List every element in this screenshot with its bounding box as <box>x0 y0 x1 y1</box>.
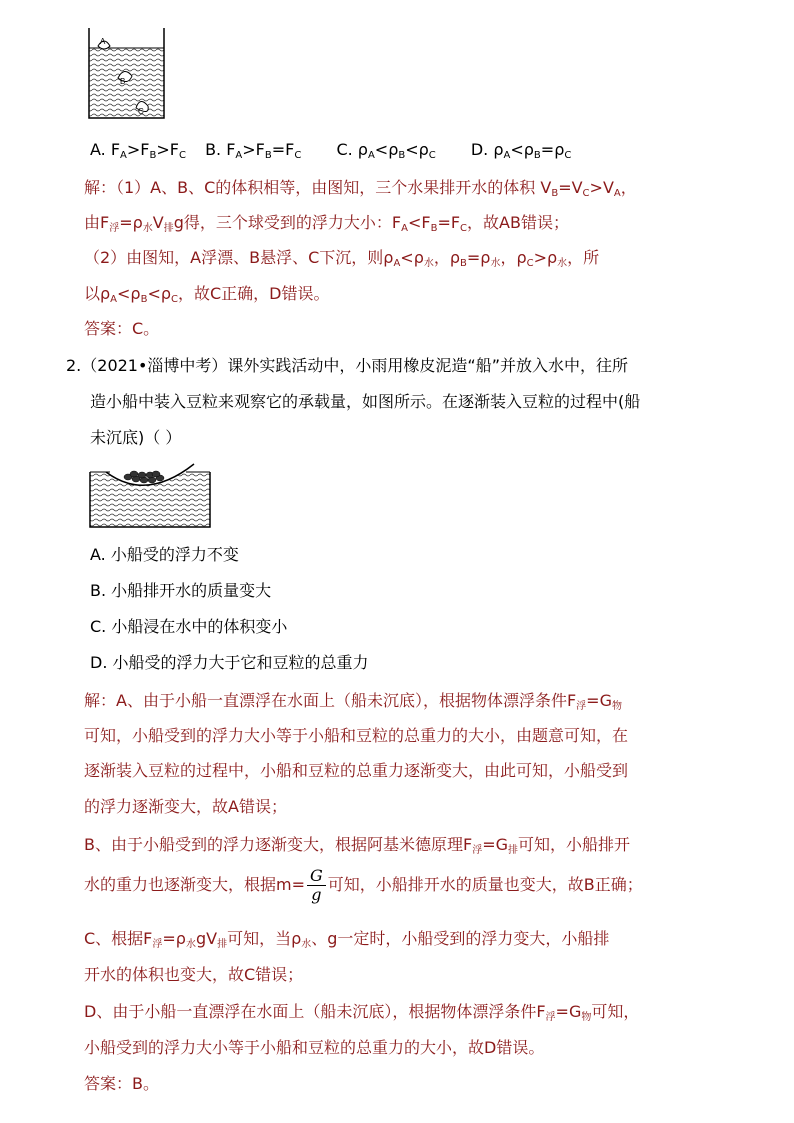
q2-solution-a-line2: 可知，小船受到的浮力大小等于小船和豆粒的总重力的大小，由题意可知，在 <box>84 726 629 745</box>
q2-option-c: C. 小船浸在水中的体积变小 <box>90 617 288 636</box>
q1-solution-line3: （2）由图知，A浮漂、B悬浮、C下沉，则$\rho_A<\rho_水$，$\rho_B=\rho_水$，$\rho_C>\rho_水$，所 <box>84 248 600 269</box>
q2-solution-b-line1: B、由于小船受到的浮力逐渐变大，根据阿基米德原理$F_浮=G_排$可知，小船排开 <box>84 835 631 856</box>
q2-option-a: A. 小船受的浮力不变 <box>90 545 239 564</box>
label-c: C <box>138 107 144 116</box>
q2-solution-d-line1: D、由于小船一直漂浮在水面上（船未沉底），根据物体漂浮条件$F_浮=G_物$可知， <box>84 1002 640 1023</box>
q1-options: A. $F_A>F_B>F_C$ B. $F_A>F_B=F_C$ C. $\rho_A<\rho_B<\rho_C$ D. $\rho_A<\rho_B=\rho_C$ <box>90 140 572 161</box>
figure-fruits-in-water <box>84 22 174 122</box>
q2-option-b: B. 小船排开水的质量变大 <box>90 581 272 600</box>
q2-solution-b-line2: 水的重力也逐渐变大，根据m= $\frac{G}{g}$ 可知，小船排开水的质量也变大，故B正确； <box>84 866 643 904</box>
q1-solution-line4: 以$\rho_A<\rho_B<\rho_C$，故C正确，D错误。 <box>84 284 330 305</box>
q2-solution-a-line1: 解：A、由于小船一直漂浮在水面上（船未沉底），根据物体漂浮条件$F_浮=G_物$ <box>84 691 622 712</box>
q1-answer: 答案：C。 <box>84 319 160 338</box>
q2-stem-line1: 2.（2021•淄博中考）课外实践活动中，小雨用橡皮泥造“船”并放入水中，往所 <box>66 356 629 375</box>
q2-stem-line3: 未沉底)（ ） <box>90 428 182 447</box>
q2-solution-a-line4: 的浮力逐渐变大，故A错误； <box>84 797 287 816</box>
q2-stem-line2: 造小船中装入豆粒来观察它的承载量，如图所示。在逐渐装入豆粒的过程中(船 <box>90 392 641 411</box>
q2-solution-d-line2: 小船受到的浮力大小等于小船和豆粒的总重力的大小，故D错误。 <box>84 1038 545 1057</box>
q1-solution-line2: 由$F_浮=\rho_水V_排g$得，三个球受到的浮力大小：$F_A<F_B=F_C$，故AB错误； <box>84 213 569 234</box>
fraction-g-over-g: $\frac{G}{g}$ <box>307 867 326 904</box>
q2-solution-a-line3: 逐渐装入豆粒的过程中，小船和豆粒的总重力逐渐变大，由此可知，小船受到 <box>84 761 629 780</box>
q1-solution-line1: 解：（1）A、B、C的体积相等，由图知，三个水果排开水的体积 $V_B=V_C>V_A$， <box>84 178 637 199</box>
label-b: B <box>120 77 126 86</box>
q2-solution-c-line2: 开水的体积也变大，故C错误； <box>84 965 304 984</box>
q2-option-d: D. 小船受的浮力大于它和豆粒的总重力 <box>90 653 369 672</box>
figure-boat-with-beans <box>86 462 216 532</box>
label-a: A <box>100 37 106 46</box>
q2-answer: 答案：B。 <box>84 1074 159 1093</box>
q2-solution-c-line1: C、根据$F_浮=\rho_水gV_排$可知，当$\rho_水$、g一定时，小船受到的浮力变大，小船排 <box>84 929 610 950</box>
